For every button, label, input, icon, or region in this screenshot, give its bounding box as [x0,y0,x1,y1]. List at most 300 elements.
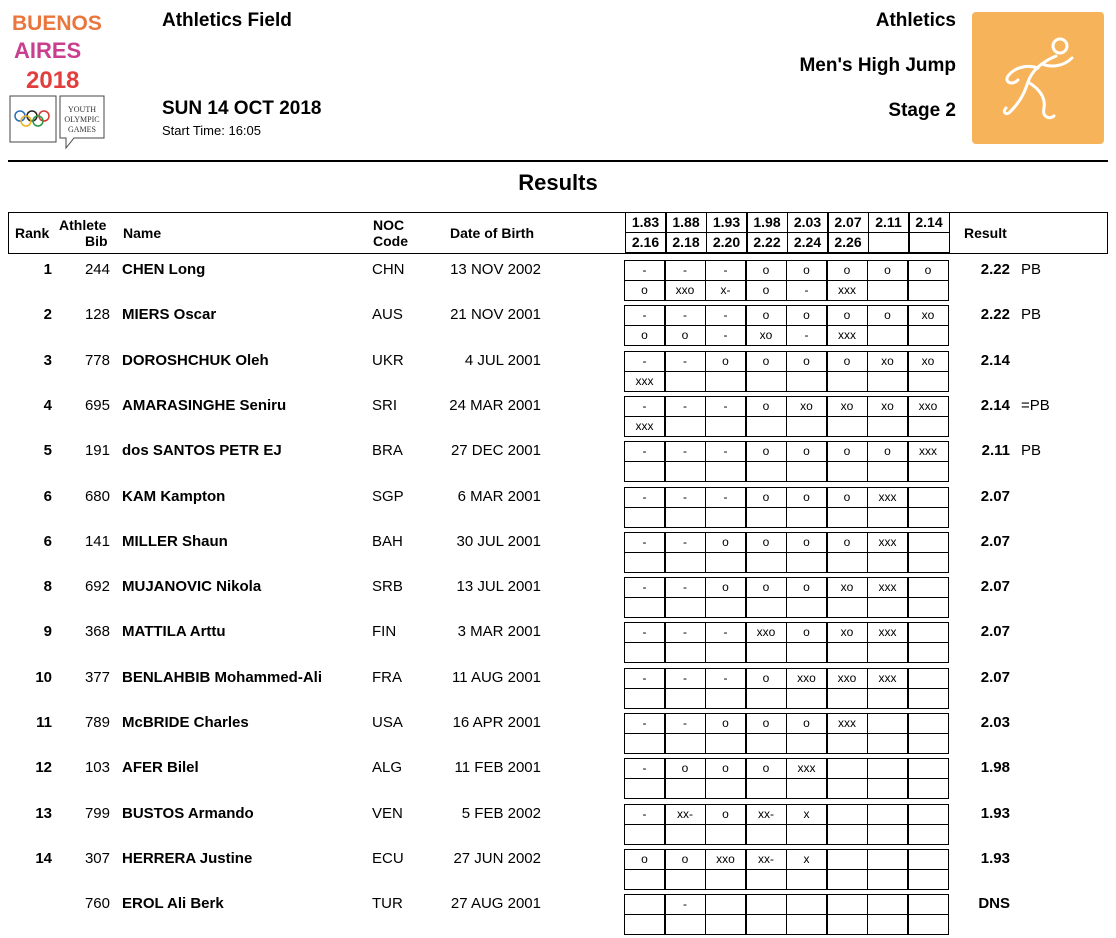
attempt-cell [827,849,868,870]
attempt-cell [867,914,908,935]
result-cell: 2.03 [980,714,1010,731]
attempt-cell [746,642,787,663]
noc-cell: UKR [372,351,404,369]
attempt-cell: xxx [867,622,908,643]
attempt-cell [746,416,787,437]
table-row [0,802,1116,847]
height-header-cell: 2.14 [909,212,950,233]
bib-cell: 368 [84,623,110,641]
svg-text:YOUTH: YOUTH [68,105,96,114]
col-noc: NOC [373,217,405,233]
col-name: Name [123,225,162,241]
bib-cell: 244 [84,261,110,278]
attempt-cell [746,507,787,528]
attempt-cell [867,507,908,528]
attempt-cell [867,280,908,301]
height-header-cell: 2.07 [828,212,869,233]
attempt-cell: - [665,396,706,417]
attempt-cell [867,713,908,734]
header-divider [8,160,1108,162]
bib-cell: 789 [84,714,110,731]
attempt-cell [827,804,868,825]
attempt-cell: o [746,280,787,301]
table-row [0,666,1116,711]
attempt-cell: - [705,325,746,346]
attempt-cell [908,688,949,709]
dob-cell: 4 JUL 2001 [464,351,541,369]
result-cell: 2.22 [980,261,1010,278]
name-cell: dos SANTOS PETR EJ [122,442,282,460]
attempt-cell [705,552,746,573]
bib-cell: 778 [84,351,110,369]
table-row [0,620,1116,665]
attempt-cell [665,824,706,845]
attempt-cell: o [786,441,827,462]
noc-cell: ECU [372,849,404,867]
result-cell: 2.07 [980,578,1010,596]
height-header-cell: 2.11 [868,212,909,233]
start-time: Start Time: 16:05 [162,123,261,138]
noc-cell: CHN [372,261,405,278]
attempt-cell [908,416,949,437]
height-header-cell: 1.88 [666,212,707,233]
height-header-cell: 1.83 [625,212,666,233]
attempt-cell [827,688,868,709]
attempt-cell: x [786,849,827,870]
attempt-cell: - [665,260,706,281]
attempt-cell [746,733,787,754]
attempt-cell: xo [746,325,787,346]
attempt-cell [827,552,868,573]
attempt-cell [908,849,949,870]
bib-cell: 191 [84,442,110,460]
name-cell: BUSTOS Armando [122,804,254,822]
attempt-cell [827,461,868,482]
attempt-cell [705,461,746,482]
attempt-cell: o [786,713,827,734]
attempt-cell: xo [786,396,827,417]
attempt-cell: xo [827,622,868,643]
result-cell: 2.14 [980,351,1010,369]
attempt-cell [746,461,787,482]
svg-text:GAMES: GAMES [67,125,97,134]
attempt-cell [827,824,868,845]
venue-title: Athletics Field [162,10,292,31]
noc-cell: VEN [372,804,403,822]
attempt-cell: x [786,804,827,825]
rank-cell: 1 [43,261,52,278]
attempt-cell [786,778,827,799]
attempt-cell [665,552,706,573]
attempt-cell [827,869,868,890]
attempt-cell [786,597,827,618]
attempt-cell: o [867,260,908,281]
note-cell: =PB [1021,396,1050,414]
table-row [0,711,1116,756]
attempt-cell [665,507,706,528]
attempt-cell: xxo [705,849,746,870]
attempt-cell [908,778,949,799]
attempt-cell: o [746,260,787,281]
attempt-cell [786,642,827,663]
attempt-cell [665,914,706,935]
attempt-cell: o [746,532,787,553]
dob-cell: 11 FEB 2001 [454,759,541,777]
rank-cell: 11 [36,714,52,731]
attempt-cell: o [786,260,827,281]
svg-text:AIRES: AIRES [14,38,82,63]
attempt-cell: o [786,305,827,326]
attempt-cell: o [786,622,827,643]
bib-cell: 799 [84,804,110,822]
attempt-cell: o [827,441,868,462]
attempt-cell: xo [827,577,868,598]
bib-cell: 103 [84,759,110,777]
attempt-cell [624,597,665,618]
attempt-cell [705,688,746,709]
attempt-cell [624,688,665,709]
attempt-cell: o [908,260,949,281]
noc-cell: BAH [372,532,403,550]
noc-cell: SRI [372,396,398,414]
attempt-cell [786,507,827,528]
attempt-cell [908,532,949,553]
attempt-cell [705,507,746,528]
rank-cell: 4 [43,396,52,414]
attempt-cell [624,824,665,845]
attempt-cell [786,914,827,935]
attempt-cell: xxx [867,577,908,598]
attempt-cell [908,894,949,915]
attempt-cell [908,325,949,346]
attempt-cell [786,552,827,573]
attempt-cell: o [746,351,787,372]
attempt-cell: - [624,713,665,734]
attempt-cell: - [624,305,665,326]
height-header-cell: 2.03 [787,212,828,233]
attempt-cell: o [705,532,746,553]
results-title: Results [518,170,598,195]
attempt-cell: xxx [624,371,665,392]
attempt-cell: o [705,351,746,372]
attempt-cell [746,688,787,709]
table-row [0,258,1116,303]
result-cell: DNS [978,895,1010,913]
attempt-cell [624,642,665,663]
attempt-cell [665,416,706,437]
attempt-cell: o [867,441,908,462]
attempt-cell: o [746,713,787,734]
attempt-cell: - [705,622,746,643]
bib-cell: 307 [84,849,110,867]
noc-cell: FRA [372,668,402,686]
noc-cell: AUS [372,306,403,324]
attempt-cell: o [867,305,908,326]
attempt-cell: - [665,532,706,553]
attempt-cell: xx- [665,804,706,825]
attempt-cell: xxx [827,713,868,734]
attempt-cell [786,416,827,437]
noc-cell: BRA [372,442,403,460]
attempt-cell: o [705,577,746,598]
attempt-cell [867,552,908,573]
svg-text:OLYMPIC: OLYMPIC [64,115,100,124]
discipline-title: Men's High Jump [799,55,956,76]
attempt-cell: x- [705,280,746,301]
attempt-cell: o [746,305,787,326]
dob-cell: 21 NOV 2001 [450,306,541,324]
attempt-cell [867,804,908,825]
attempt-cell: xxo [827,668,868,689]
bib-cell: 692 [84,578,110,596]
attempt-cell [786,461,827,482]
rank-cell: 6 [43,532,52,550]
attempt-cell [665,461,706,482]
attempt-cell [867,869,908,890]
attempt-cell [746,597,787,618]
attempt-cell [746,894,787,915]
attempt-cell [624,461,665,482]
dob-cell: 11 AUG 2001 [452,668,541,686]
sport-title: Athletics [875,10,956,31]
attempt-cell: o [827,351,868,372]
attempt-cell: xxo [908,396,949,417]
attempt-cell: o [786,351,827,372]
attempt-cell: - [624,758,665,779]
noc-cell: ALG [372,759,403,777]
attempt-cell: xx- [746,849,787,870]
attempt-cell: xo [908,351,949,372]
attempt-cell [908,713,949,734]
attempt-cell: o [746,487,787,508]
col-result: Result [964,225,1007,241]
attempt-cell: xxx [827,325,868,346]
attempt-cell [908,758,949,779]
attempt-cell: xxx [908,441,949,462]
attempt-cell: o [786,532,827,553]
attempt-cell: - [665,622,706,643]
attempt-cell [665,778,706,799]
bib-cell: 141 [84,532,110,550]
height-header-cell [868,232,909,253]
attempt-cell: - [786,280,827,301]
height-header-cell: 2.20 [706,232,747,253]
table-row [0,530,1116,575]
table-row [0,892,1116,937]
attempt-cell: xo [867,396,908,417]
result-cell: 2.07 [980,623,1010,641]
event-info-left [162,10,322,138]
attempt-cell: o [705,804,746,825]
attempt-cell [746,778,787,799]
attempt-cell [746,869,787,890]
rank-cell: 6 [43,487,52,505]
table-row [0,439,1116,484]
dob-cell: 30 JUL 2001 [456,532,541,550]
attempt-cell: - [665,577,706,598]
attempt-cell: - [624,351,665,372]
name-cell: KAM Kampton [122,487,226,505]
attempt-cell: - [665,713,706,734]
attempt-cell: - [624,260,665,281]
attempt-cell: - [624,622,665,643]
attempt-cell [908,280,949,301]
attempt-cell [624,733,665,754]
height-header-cell: 2.16 [625,232,666,253]
name-cell: DOROSHCHUK Oleh [122,351,269,369]
height-header-cell: 1.93 [706,212,747,233]
attempt-cell [908,577,949,598]
rank-cell: 10 [35,668,52,686]
attempt-cell [908,371,949,392]
attempt-cell [665,688,706,709]
attempt-cell [705,778,746,799]
rank-cell: 12 [35,759,52,777]
attempt-cell: - [665,441,706,462]
note-cell: PB [1021,261,1042,278]
attempt-cell: - [705,260,746,281]
attempt-cell [786,371,827,392]
rank-cell: 14 [35,849,52,867]
attempt-cell [867,642,908,663]
attempt-cell [867,849,908,870]
attempt-cell [908,804,949,825]
col-bib: Bib [85,233,108,249]
attempt-cell [908,461,949,482]
attempt-cell [705,642,746,663]
height-header-cell: 2.26 [828,232,869,253]
attempt-cell: o [827,260,868,281]
attempt-cell: - [665,351,706,372]
attempt-cell [705,869,746,890]
attempt-cell [867,894,908,915]
note-cell: PB [1021,442,1042,460]
attempt-cell: o [786,487,827,508]
attempt-cell [867,688,908,709]
table-row [0,394,1116,439]
height-header-cell: 2.24 [787,232,828,253]
attempt-cell [624,778,665,799]
attempt-cell [705,371,746,392]
attempt-cell [624,552,665,573]
attempt-cell [827,597,868,618]
height-header-cell: 1.98 [747,212,788,233]
table-row [0,349,1116,394]
attempt-cell: o [786,577,827,598]
attempt-cell: o [746,441,787,462]
attempt-cell: - [624,487,665,508]
attempt-cell [908,507,949,528]
col-code: Code [373,233,408,249]
name-cell: MIERS Oscar [122,306,217,324]
attempt-cell: xo [827,396,868,417]
attempt-cell: - [665,894,706,915]
attempt-cell: - [624,396,665,417]
attempt-cell [624,914,665,935]
name-cell: AMARASINGHE Seniru [122,396,287,414]
attempt-cell [746,824,787,845]
attempt-cell: - [665,668,706,689]
attempt-cell: o [827,305,868,326]
dob-cell: 13 NOV 2002 [450,261,541,278]
attempt-cell [867,597,908,618]
attempt-cell: xx- [746,804,787,825]
svg-text:2018: 2018 [26,67,80,94]
attempt-cell [908,733,949,754]
attempt-cell [624,869,665,890]
dob-cell: 27 DEC 2001 [450,442,541,460]
table-row [0,756,1116,801]
rank-cell: 2 [43,306,52,324]
result-cell: 1.98 [980,759,1010,777]
attempt-cell: xxo [746,622,787,643]
attempt-cell [624,894,665,915]
attempt-cell [827,371,868,392]
attempt-cell: o [746,577,787,598]
stage-title: Stage 2 [888,100,956,121]
result-cell: 2.22 [980,306,1010,324]
attempt-cell [908,597,949,618]
high-jump-pictogram-icon [972,12,1104,144]
event-date: SUN 14 OCT 2018 [162,98,322,119]
col-dob: Date of Birth [450,225,534,241]
name-cell: MUJANOVIC Nikola [122,578,262,596]
attempt-cell: o [665,758,706,779]
name-cell: AFER Bilel [122,759,199,777]
attempt-cell: - [786,325,827,346]
attempt-cell [908,668,949,689]
col-athlete: Athlete [59,217,107,233]
bib-cell: 680 [84,487,110,505]
attempt-cell [665,733,706,754]
attempt-cell: - [624,532,665,553]
name-cell: MATTILA Arttu [122,623,226,641]
attempt-cell: - [624,577,665,598]
svg-text:BUENOS: BUENOS [12,12,102,35]
attempt-cell [786,869,827,890]
attempt-cell [705,733,746,754]
dob-cell: 16 APR 2001 [452,714,541,731]
table-header [8,212,1108,254]
attempt-cell: - [705,396,746,417]
attempt-cell [665,869,706,890]
buenos-aires-2018-logo [8,8,113,153]
noc-cell: FIN [372,623,397,641]
attempt-cell: xxx [786,758,827,779]
noc-cell: TUR [372,895,403,913]
attempt-cell [705,914,746,935]
attempt-cell: xxx [867,487,908,508]
table-row [0,485,1116,530]
dob-cell: 24 MAR 2001 [449,396,541,414]
attempt-cell: - [624,668,665,689]
dob-cell: 13 JUL 2001 [456,578,541,596]
attempt-cell: - [705,305,746,326]
rank-cell: 8 [43,578,52,596]
attempt-cell [705,597,746,618]
height-header-cell: 2.22 [747,232,788,253]
attempt-cell [908,642,949,663]
col-rank: Rank [15,225,50,241]
attempt-cell: o [827,532,868,553]
attempt-cell: o [624,325,665,346]
result-cell: 2.07 [980,532,1010,550]
attempt-cell [746,371,787,392]
attempt-cell [705,894,746,915]
height-header-cell [909,232,950,253]
result-cell: 2.07 [980,487,1010,505]
attempt-cell [908,487,949,508]
